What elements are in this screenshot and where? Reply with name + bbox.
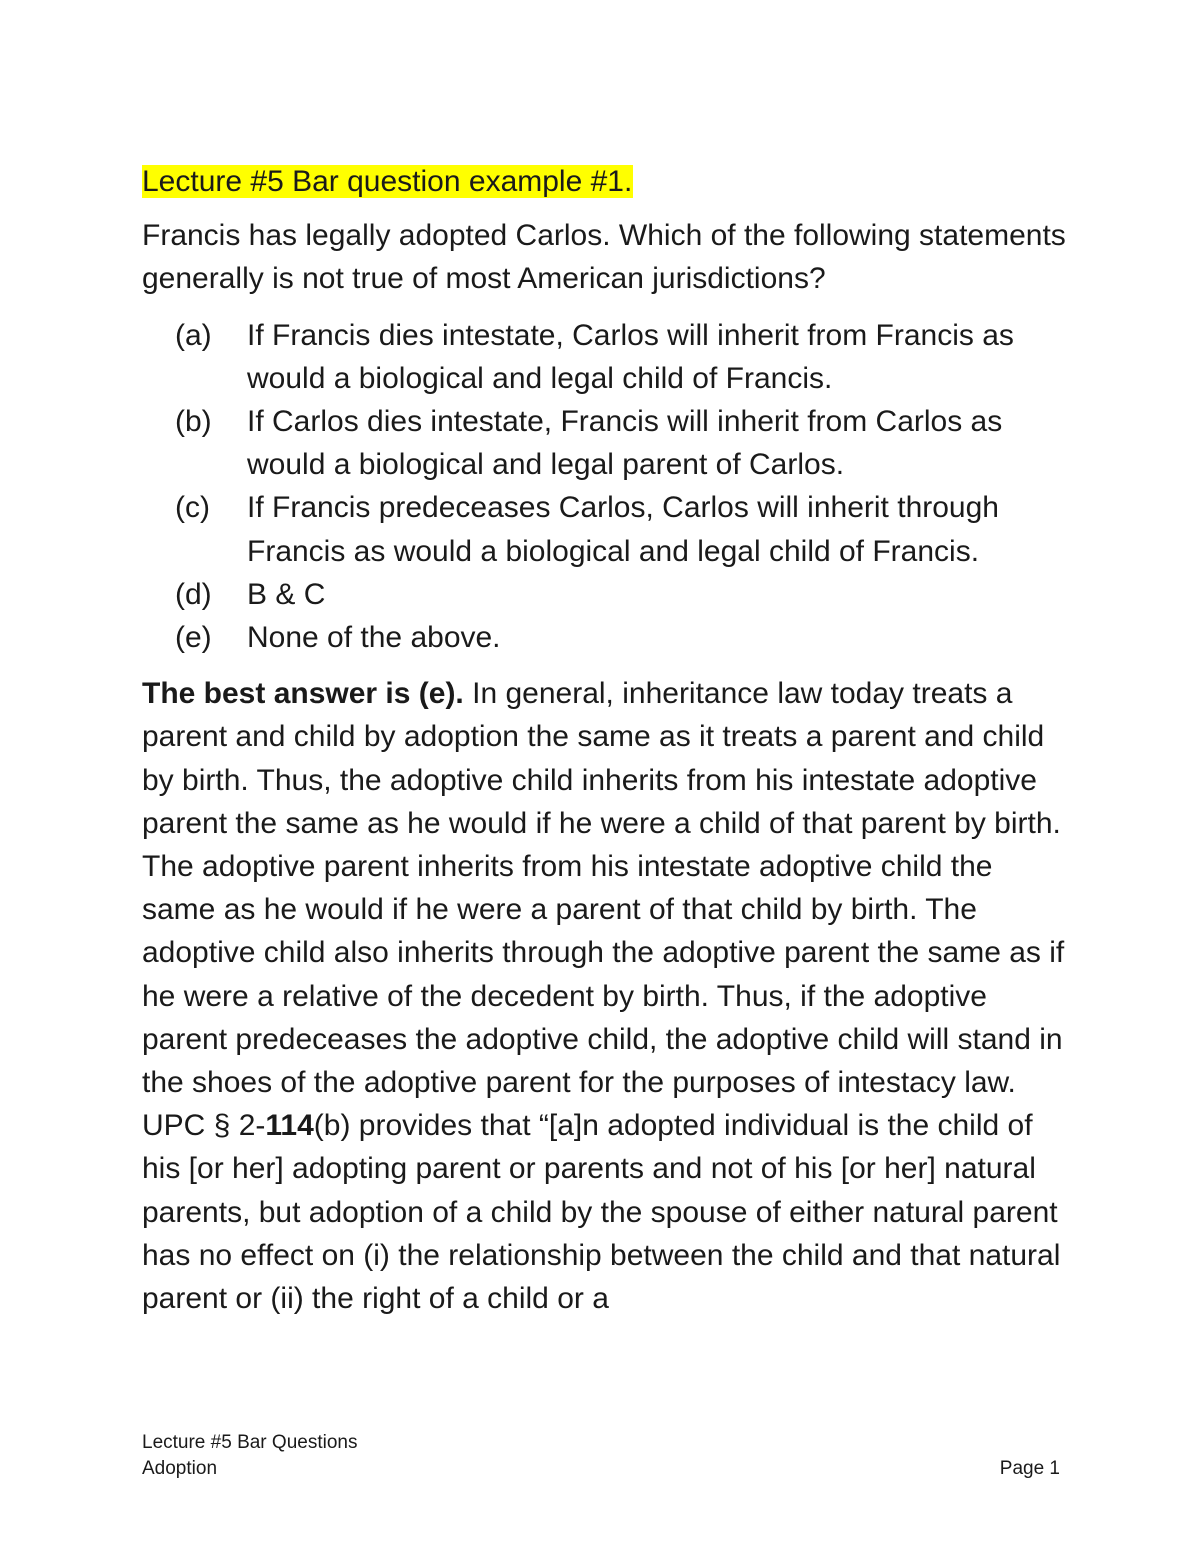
answer-text-part2: (b) provides that “[a]n adopted individual is the child of his [or her] adopting parent or parents and not of his [or her] natural parents, but adoption of a child by the spouse of either natural parent has no effect on (i) the relationship between the child and that natural parent or (ii) the right of a child or a <box>142 1109 1061 1316</box>
option-text: If Francis predeceases Carlos, Carlos will inherit through Francis as would a biological and legal child of Francis. <box>247 491 999 568</box>
answer-explanation <box>142 672 1072 1320</box>
option-b <box>142 400 1072 486</box>
answer-options <box>142 314 1072 660</box>
question-heading <box>142 160 1072 203</box>
option-e <box>142 616 1072 659</box>
option-letter: (d) <box>175 577 212 611</box>
answer-text-part1: In general, inheritance law today treats a parent and child by adoption the same as it treats a parent and child by birth. Thus, the adoptive child inherits from his intestate adoptive parent the same as he would if he were a child of that parent by birth. The adoptive parent inherits from his intestate adoptive child the same as he would if he were a parent of that child by birth. The adoptive child also inherits through the adoptive parent the same as if he were a relative of the decedent by birth. Thus, if the adoptive parent predeceases the adoptive child, the adoptive child will stand in the shoes of the adoptive parent for the purposes of intestacy law. UPC § 2- <box>142 677 1065 1143</box>
option-letter: (e) <box>175 621 212 655</box>
answer-lead: The best answer is (e). <box>142 677 464 711</box>
question-text: Francis has legally adopted Carlos. Which of the following statements generally is not true of most American jurisdictions? <box>142 219 1066 296</box>
page-number: Page 1 <box>999 1458 1060 1479</box>
highlighted-heading-text: Lecture #5 Bar question example #1. <box>142 165 633 198</box>
option-text: None of the above. <box>247 621 501 655</box>
footer-row <box>142 1456 1060 1482</box>
option-text: If Carlos dies intestate, Francis will inherit from Carlos as would a biological and legal parent of Carlos. <box>247 405 1003 482</box>
footer-title: Lecture #5 Bar Questions <box>142 1432 358 1453</box>
option-letter: (a) <box>175 318 212 352</box>
option-a <box>142 314 1072 400</box>
option-letter: (c) <box>175 491 210 525</box>
footer-subtitle: Adoption <box>142 1458 218 1479</box>
document-body <box>142 160 1072 1320</box>
option-text: B & C <box>247 577 326 611</box>
option-c <box>142 486 1072 572</box>
option-letter: (b) <box>175 405 212 439</box>
option-d <box>142 573 1072 616</box>
option-text: If Francis dies intestate, Carlos will inherit from Francis as would a biological and legal child of Francis. <box>247 318 1014 395</box>
statute-reference: 114 <box>265 1109 314 1143</box>
page-footer <box>142 1430 1060 1482</box>
